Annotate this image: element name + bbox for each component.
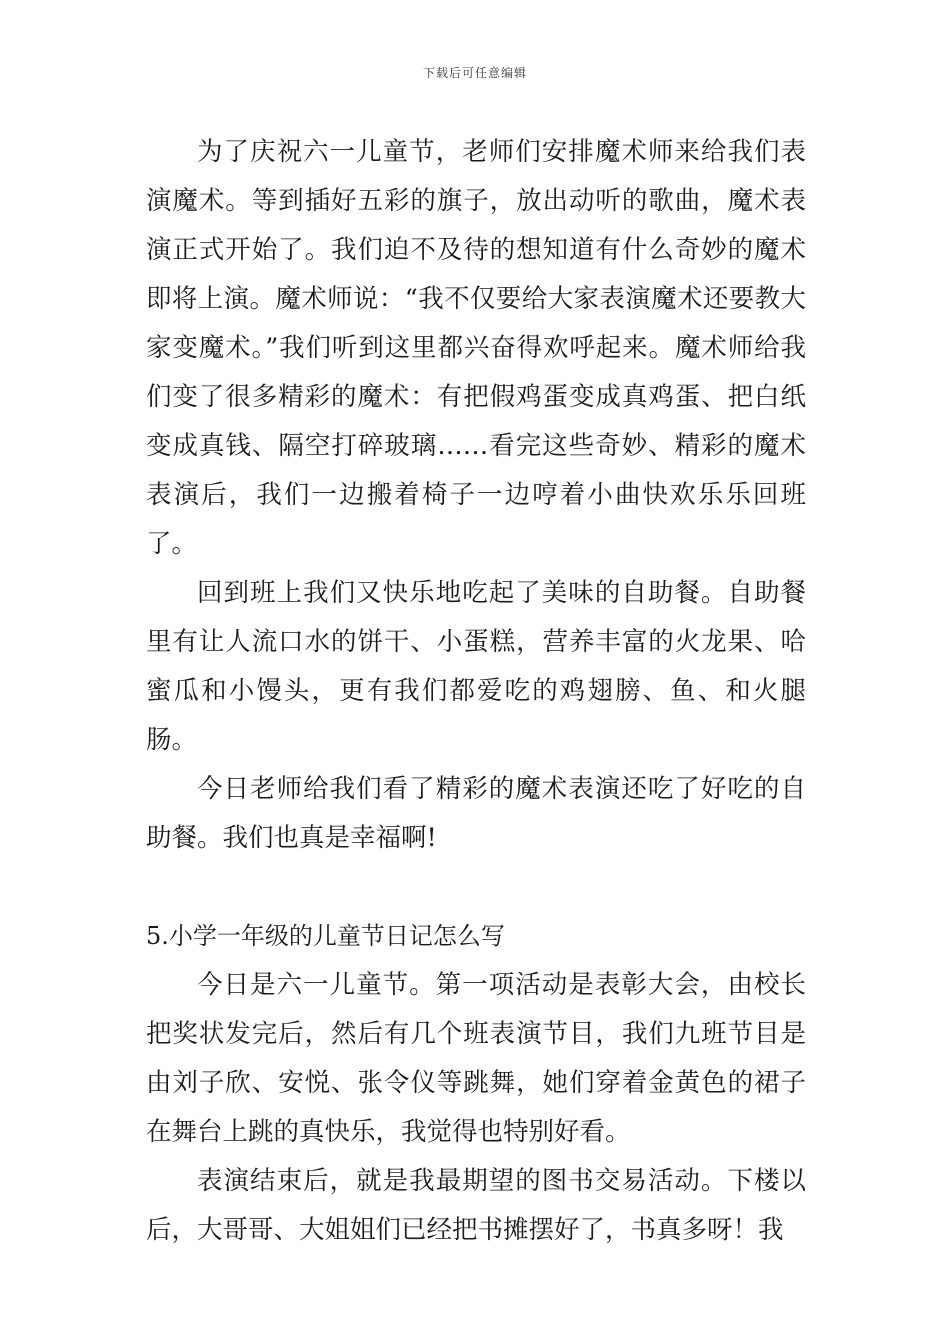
paragraph-magic-show: 为了庆祝六一儿童节，老师们安排魔术师来给我们表演魔术。等到插好五彩的旗子，放出动听的歌曲，魔术表演正式开始了。我们迫不及待的想知道有什么奇妙的魔术即将上演。魔术师说：“我不仅要给大家表演魔术还要教大家变魔术。”我们听到这里都兴奋得欢呼起来。魔术师给我们变了很多精彩的魔术：有把假鸡蛋变成真鸡蛋、把白纸变成真钱、隔空打碎玻璃……看完这些奇妙、精彩的魔术表演后，我们一边搬着椅子一边哼着小曲快欢乐乐回班了。 bbox=[146, 137, 806, 559]
document-body bbox=[146, 128, 806, 1255]
paragraph-buffet: 回到班上我们又快乐地吃起了美味的自助餐。自助餐里有让人流口水的饼干、小蛋糕，营养丰富的火龙果、哈蜜瓜和小馒头，更有我们都爱吃的鸡翅膀、鱼、和火腿肠。 bbox=[146, 578, 806, 755]
section-title: 5.小学一年级的儿童节日记怎么写 bbox=[146, 922, 505, 950]
header-note: 下载后可任意编辑 bbox=[422, 66, 527, 80]
paragraph-book-fair: 表演结束后，就是我最期望的图书交易活动。下楼以后，大哥哥、大姐姐们已经把书摊摆好了，书真多呀！我 bbox=[146, 1166, 806, 1245]
paragraph-conclusion: 今日老师给我们看了精彩的魔术表演还吃了好吃的自助餐。我们也真是幸福啊! bbox=[146, 774, 806, 853]
paragraph-award-ceremony: 今日是六一儿童节。第一项活动是表彰大会，由校长把奖状发完后，然后有几个班表演节目，我们九班节目是由刘子欣、安悦、张令仪等跳舞，她们穿着金黄色的裙子在舞台上跳的真快乐，我觉得也特别好看。 bbox=[146, 970, 806, 1147]
